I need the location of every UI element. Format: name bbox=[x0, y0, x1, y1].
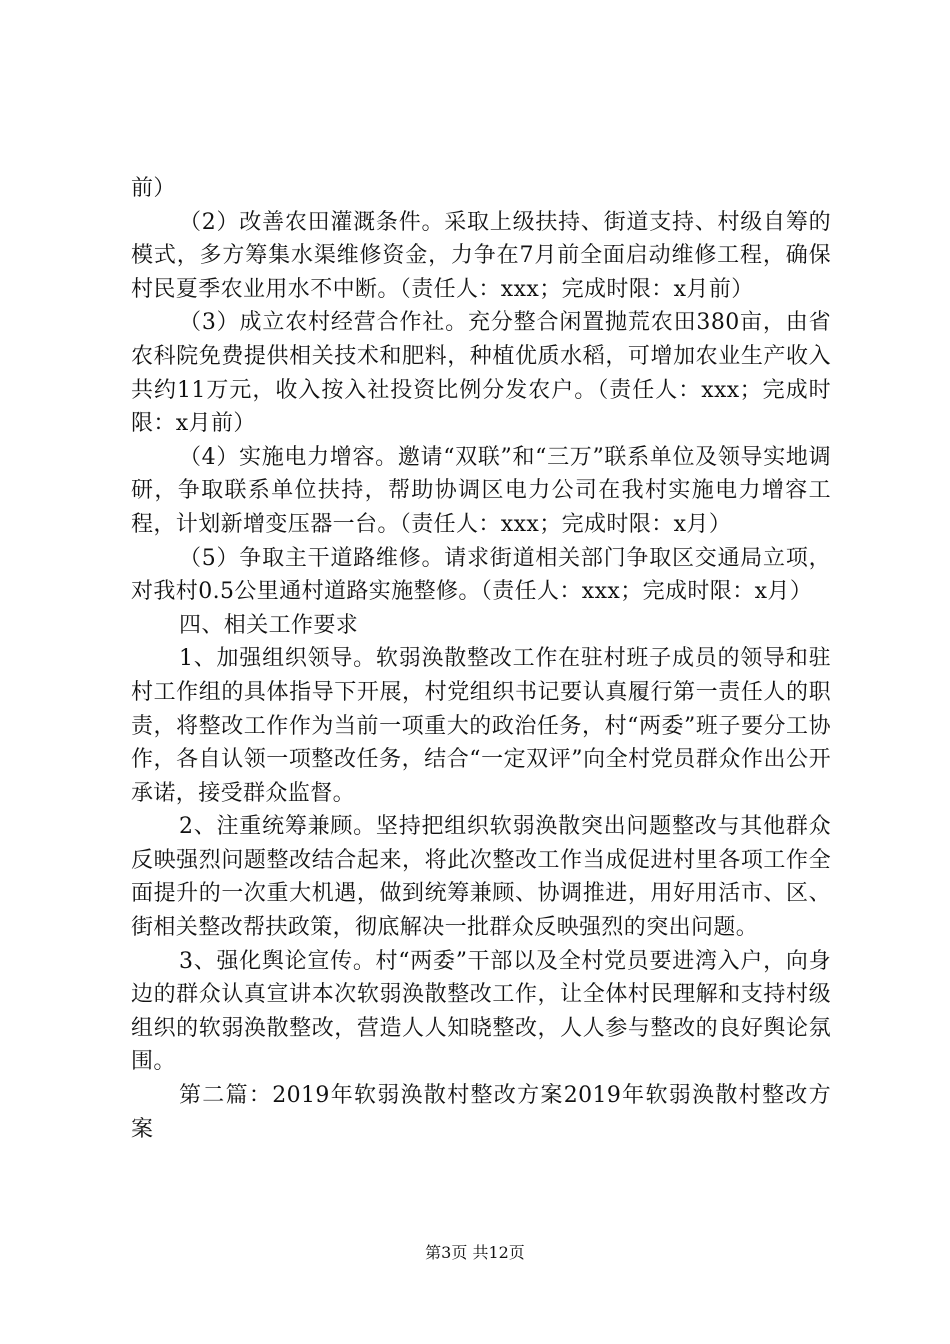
paragraph-requirement-2: 2、注重统筹兼顾。坚持把组织软弱涣散突出问题整改与其他群众反映强烈问题整改结合起来，将此次整改工作当成促进村里各项工作全面提升的一次重大机遇，做到统筹兼顾、协调推进，用好用活市、区、街相关整改帮扶政策，彻底解决一批群众反映强烈的突出问题。 bbox=[131, 814, 831, 941]
paragraph-item-2: （2）改善农田灌溉条件。采取上级扶持、街道支持、村级自筹的模式，多方筹集水渠维修资金，力争在7月前全面启动维修工程，确保村民夏季农业用水不中断。（责任人：xxx；完成时限：x月前） bbox=[131, 209, 831, 302]
paragraph-requirement-1: 1、加强组织领导。软弱涣散整改工作在驻村班子成员的领导和驻村工作组的具体指导下开展，村党组织书记要认真履行第一责任人的职责，将整改工作作为当前一项重大的政治任务，村“两委”班子要分工协作，各自认领一项整改任务，结合“一定双评”向全村党员群众作出公开承诺，接受群众监督。 bbox=[131, 646, 831, 806]
paragraph-requirement-3: 3、强化舆论宣传。村“两委”干部以及全村党员要进湾入户，向身边的群众认真宣讲本次软弱涣散整改工作，让全体村民理解和支持村级组织的软弱涣散整改，营造人人知晓整改，人人参与整改的良好舆论氛围。 bbox=[131, 948, 831, 1075]
paragraph-item-3: （3）成立农村经营合作社。充分整合闲置抛荒农田380亩，由省农科院免费提供相关技术和肥料，种植优质水稻，可增加农业生产收入共约11万元，收入按入社投资比例分发农户。（责任人：xxx；完成时限：x月前） bbox=[131, 310, 831, 437]
paragraph-item-5: （5）争取主干道路维修。请求街道相关部门争取区交通局立项，对我村0.5公里通村道路实施整修。（责任人：xxx；完成时限：x月） bbox=[131, 545, 831, 605]
chapter-title: 第二篇：2019年软弱涣散村整改方案2019年软弱涣散村整改方案 bbox=[131, 1083, 831, 1142]
page-number: 第3页 共12页 bbox=[425, 1243, 525, 1262]
section-heading: 四、相关工作要求 bbox=[179, 612, 359, 638]
document-body bbox=[131, 172, 831, 1146]
paragraph-continuation: 前） bbox=[131, 176, 176, 201]
paragraph-item-4: （4）实施电力增容。邀请“双联”和“三万”联系单位及领导实地调研，争取联系单位扶持，帮助协调区电力公司在我村实施电力增容工程，计划新增变压器一台。（责任人：xxx；完成时限：x月） bbox=[131, 444, 831, 537]
